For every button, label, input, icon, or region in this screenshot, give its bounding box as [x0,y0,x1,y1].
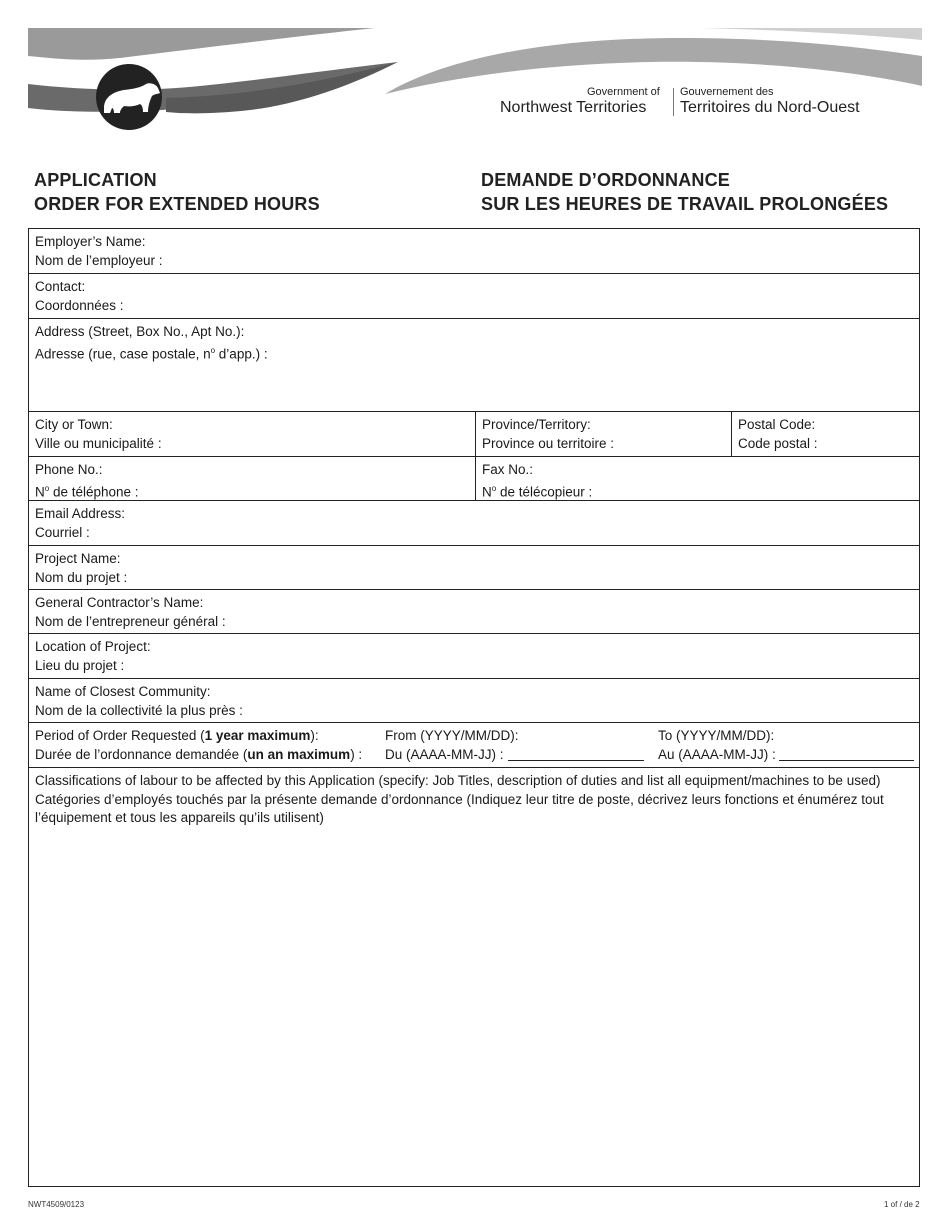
community-label-fr: Nom de la collectivité la plus près : [35,702,243,718]
period-en-bold: 1 year maximum [204,728,311,743]
classifications-label-en: Classifications of labour to be affected by this Application (specify: Job Titles, description of duties and list all equipment/machines to be used) [35,773,881,788]
gov-en-small: Government of [587,86,660,98]
title-fr-line1: DEMANDE D’ORDONNANCE [481,170,731,190]
classifications-field[interactable] [29,768,919,1186]
fax-fr-part1: N [482,484,492,499]
classifications-label-fr: Catégories d’employés touchés par la présente demande d’ordonnance (Indiquez leur titre de poste, décrivez leurs fonctions et énumérez tout l’équipement et tous les appareils qu’ils utilisent) [35,791,884,825]
period-fr-bold: un an maximum [247,746,351,762]
title-en-line2: ORDER FOR EXTENDED HOURS [34,194,320,214]
period-fr-part2: ) : [350,746,363,762]
title-en [34,168,320,216]
title-en-line1: APPLICATION [34,170,157,190]
email-field[interactable] [29,501,919,545]
address-label-fr [35,342,919,364]
location-label-fr: Lieu du projet : [35,657,125,673]
fax-fr-part2: de télécopieur : [496,484,593,499]
project-label-en: Project Name: [35,551,121,566]
postal-code-field[interactable] [731,412,919,456]
form-number: NWT4509/0123 [28,1200,85,1209]
contractor-name-field[interactable] [29,590,919,633]
period-fr-part1: Durée de l’ordonnance demandée ( [35,746,248,762]
city-label-fr: Ville ou municipalité : [35,435,162,451]
page-number: 1 of / de 2 [884,1200,920,1209]
postal-label-fr: Code postal : [738,435,818,451]
row-period [29,723,919,768]
from-label-fr: Du (AAAA-MM-JJ) : [385,746,504,762]
row-employer [29,229,919,274]
phone-label-fr [35,480,475,502]
row-community [29,679,919,723]
period-en-part1: Period of Order Requested ( [35,728,205,743]
address-field[interactable] [29,319,919,411]
community-label-en: Name of Closest Community: [35,684,211,699]
location-label-en: Location of Project: [35,639,151,654]
project-label-fr: Nom du projet : [35,569,128,585]
project-name-field[interactable] [29,546,919,589]
project-location-field[interactable] [29,634,919,678]
gov-fr-big: Territoires du Nord-Ouest [680,99,860,116]
from-date-underline [508,760,644,761]
postal-label-en: Postal Code: [738,417,816,432]
contact-field[interactable] [29,274,919,318]
row-city-province-postal [29,412,919,457]
from-label-en: From (YYYY/MM/DD): [385,728,519,743]
row-contact [29,274,919,319]
email-label-en: Email Address: [35,506,126,521]
row-classifications [29,768,919,1186]
row-contractor [29,590,919,634]
contractor-label-fr: Nom de l’entrepreneur général : [35,613,226,629]
contact-label-fr: Coordonnées : [35,297,124,313]
to-date-underline [779,760,914,761]
to-label-en: To (YYYY/MM/DD): [658,728,775,743]
fax-fr-sup: o [491,483,497,493]
swoosh-right-top [700,28,922,40]
phone-fr-sup: o [44,483,50,493]
fax-label-fr [482,480,919,502]
province-label-fr: Province ou territoire : [482,435,615,451]
application-form [28,228,920,1187]
closest-community-field[interactable] [29,679,919,722]
polar-bear-logo [96,64,162,130]
employer-label-fr: Nom de l’employeur : [35,252,163,268]
fax-label-en: Fax No.: [482,462,534,477]
title-fr [481,168,888,216]
row-phone-fax [29,457,919,501]
contractor-label-en: General Contractor’s Name: [35,595,204,610]
period-label-en [35,727,379,746]
period-label-fr [35,746,379,765]
gov-divider [673,88,674,116]
province-field[interactable] [475,412,731,456]
row-address [29,319,919,412]
gov-en-big: Northwest Territories [500,99,647,116]
city-field[interactable] [29,412,475,456]
address-fr-part1: Adresse (rue, case postale, n [35,346,211,361]
period-en-part2: ): [310,728,319,743]
address-fr-part2: d’app.) : [215,346,268,361]
row-email [29,501,919,546]
phone-field[interactable] [29,457,475,500]
phone-fr-part1: N [35,484,45,499]
title-fr-line2: SUR LES HEURES DE TRAVAIL PROLONGÉES [481,194,889,214]
phone-fr-part2: de téléphone : [49,484,139,499]
swoosh-top-left [28,28,375,60]
row-location [29,634,919,679]
address-label-en: Address (Street, Box No., Apt No.): [35,324,245,339]
city-label-en: City or Town: [35,417,113,432]
employer-name-field[interactable] [29,229,919,273]
address-fr-sup: o [210,345,216,355]
employer-label-en: Employer’s Name: [35,234,146,249]
phone-label-en: Phone No.: [35,462,103,477]
row-project-name [29,546,919,590]
email-label-fr: Courriel : [35,524,90,540]
period-label [29,723,379,767]
fax-field[interactable] [475,457,919,500]
province-label-en: Province/Territory: [482,417,591,432]
to-label-fr: Au (AAAA-MM-JJ) : [658,746,776,762]
contact-label-en: Contact: [35,279,86,294]
gov-fr-small: Gouvernement des [680,86,774,98]
